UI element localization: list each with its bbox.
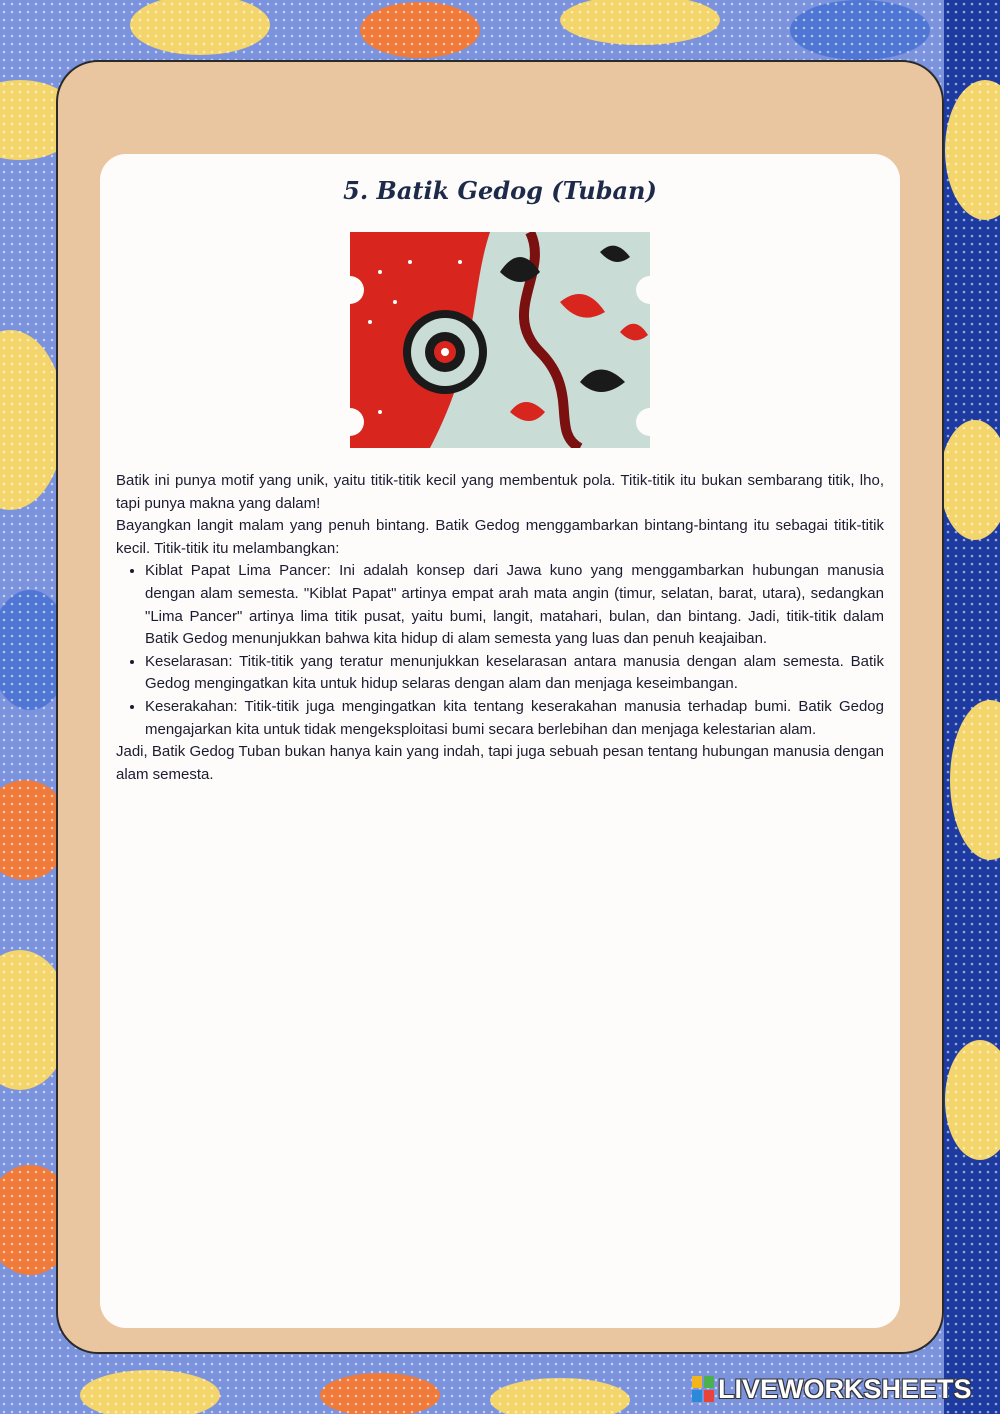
list-item: • Keserakahan: Titik-titik juga mengingatkan kita tentang keserakahan manusia terhadap bumi. Batik Gedog mengajarkan kita untuk tidak mengeksploitasi bumi secara berlebihan dan menjaga kelestarian alam. — [145, 696, 884, 741]
list-item: • Keselarasan: Titik-titik yang teratur menunjukkan keselarasan antara manusia dengan alam semesta. Batik Gedog mengingatkan kita untuk hidup selaras dengan alam dan menjaga keseimbangan. — [145, 651, 884, 696]
brand-name: LIVEWORKSHEETS — [718, 1373, 972, 1404]
paragraph-intro: Batik ini punya motif yang unik, yaitu titik-titik kecil yang membentuk pola. Titik-titik itu bukan sembarang titik, lho, tapi punya makna yang dalam! — [116, 472, 884, 512]
paragraph-conclusion: Jadi, Batik Gedog Tuban bukan hanya kain yang indah, tapi juga sebuah pesan tentang hubungan manusia dengan alam semesta. — [116, 743, 884, 783]
article-body — [116, 470, 884, 786]
list-item: • Kiblat Papat Lima Pancer: Ini adalah konsep dari Jawa kuno yang menggambarkan hubungan manusia dengan alam semesta. "Kiblat Papat" artinya empat arah mata angin (timur, selatan, barat, utara), sedangkan "Lima Pancer" artinya lima titik pusat, yaitu bumi, langit, matahari, bulan, dan bintang. Jadi, titik-titik dalam Batik Gedog menunjukkan bahwa kita hidup di alam semesta yang luas dan penuh keajaiban. — [145, 560, 884, 650]
brand-logo — [692, 1374, 972, 1404]
batik-gedog-image — [350, 232, 650, 448]
paragraph-stars: Bayangkan langit malam yang penuh bintang. Batik Gedog menggambarkan bintang-bintang itu sebagai titik-titik kecil. Titik-titik itu melambangkan: — [116, 517, 884, 557]
meaning-list — [116, 560, 884, 741]
page-title: 5. Batik Gedog (Tuban) — [343, 176, 657, 205]
liveworksheets-logo-icon — [692, 1376, 714, 1402]
